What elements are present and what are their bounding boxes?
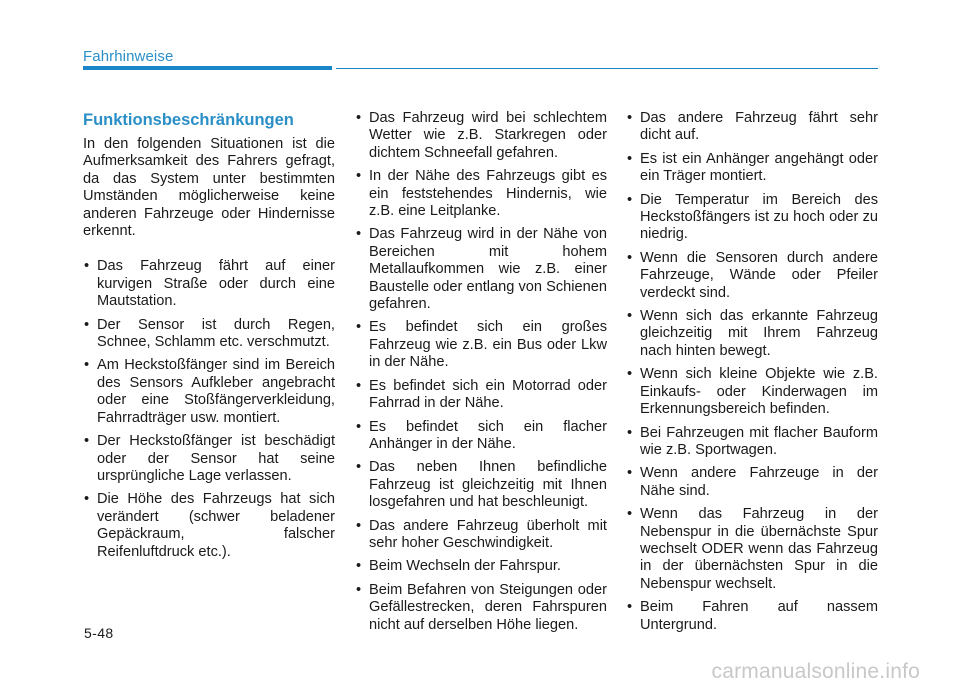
column-middle <box>355 110 607 640</box>
section-title: Fahrhinweise <box>83 48 174 65</box>
list-item: • Bei Fahrzeugen mit flacher Bauform wie z.B. Sportwagen. <box>626 425 878 460</box>
list-item: • Der Heckstoßfänger ist beschädigt oder der Sensor hat seine ursprüngliche Lage verlassen. <box>83 433 335 485</box>
list-item: • Es befindet sich ein großes Fahrzeug wie z.B. ein Bus oder Lkw in der Nähe. <box>355 319 607 371</box>
bullet-list-right <box>626 110 878 634</box>
list-item: • Wenn sich das erkannte Fahrzeug gleichzeitig mit Ihrem Fahrzeug nach hinten bewegt. <box>626 308 878 360</box>
list-item: • Wenn sich kleine Objekte wie z.B. Einkaufs- oder Kinderwagen im Erkennungsbereich befinden. <box>626 366 878 418</box>
section-heading: Funktionsbeschränkungen <box>83 111 294 129</box>
header-rule-thin <box>336 68 878 69</box>
list-item: • Das Fahrzeug wird bei schlechtem Wetter wie z.B. Starkregen oder dichtem Schneefall gefahren. <box>355 110 607 162</box>
watermark-text: carmanualsonline.info <box>711 660 920 683</box>
list-item: • Beim Befahren von Steigungen oder Gefällestrecken, deren Fahrspuren nicht auf derselben Höhe liegen. <box>355 582 607 634</box>
list-item: • Das andere Fahrzeug überholt mit sehr hoher Geschwindigkeit. <box>355 518 607 553</box>
header-rule-thick <box>83 66 332 70</box>
list-item: • Wenn das Fahrzeug in der Nebenspur in die übernächste Spur wechselt ODER wenn das Fahrzeug in der übernächsten Spur in die Nebenspur wechselt. <box>626 506 878 593</box>
column-left <box>83 110 335 567</box>
list-item: • Es ist ein Anhänger angehängt oder ein Träger montiert. <box>626 151 878 186</box>
bullet-list-middle <box>355 110 607 634</box>
list-item: • Das andere Fahrzeug fährt sehr dicht auf. <box>626 110 878 145</box>
list-item: • Wenn andere Fahrzeuge in der Nähe sind. <box>626 465 878 500</box>
list-item: • In der Nähe des Fahrzeugs gibt es ein feststehendes Hindernis, wie z.B. eine Leitplanke. <box>355 168 607 220</box>
list-item: • Wenn die Sensoren durch andere Fahrzeuge, Wände oder Pfeiler verdeckt sind. <box>626 250 878 302</box>
list-item: • Am Heckstoßfänger sind im Bereich des Sensors Aufkleber angebracht oder eine Stoßfängerverkleidung, Fahrradträger usw. montiert. <box>83 357 335 427</box>
column-right <box>626 110 878 640</box>
list-item: • Das neben Ihnen befindliche Fahrzeug ist gleichzeitig mit Ihnen losgefahren und hat beschleunigt. <box>355 459 607 511</box>
list-item: • Beim Fahren auf nassem Untergrund. <box>626 599 878 634</box>
list-item: • Beim Wechseln der Fahrspur. <box>355 558 607 575</box>
list-item: • Die Temperatur im Bereich des Heckstoßfängers ist zu hoch oder zu niedrig. <box>626 192 878 244</box>
list-item: • Die Höhe des Fahrzeugs hat sich verändert (schwer beladener Gepäckraum, falscher Reifenluftdruck etc.). <box>83 491 335 561</box>
list-item: • Das Fahrzeug fährt auf einer kurvigen Straße oder durch eine Mautstation. <box>83 258 335 310</box>
intro-paragraph: In den folgenden Situationen ist die Aufmerksamkeit des Fahrers gefragt, da das System unter bestimmten Umständen möglicherweise keine anderen Fahrzeuge oder Hindernisse erkennt. <box>83 136 335 240</box>
bullet-list-left <box>83 258 335 561</box>
list-item: • Der Sensor ist durch Regen, Schnee, Schlamm etc. verschmutzt. <box>83 317 335 352</box>
list-item: • Das Fahrzeug wird in der Nähe von Bereichen mit hohem Metallaufkommen wie z.B. einer Baustelle oder entlang von Schienen gefahren. <box>355 226 607 313</box>
list-item: • Es befindet sich ein flacher Anhänger in der Nähe. <box>355 419 607 454</box>
list-item: • Es befindet sich ein Motorrad oder Fahrrad in der Nähe. <box>355 378 607 413</box>
page-number: 5-48 <box>84 625 114 641</box>
